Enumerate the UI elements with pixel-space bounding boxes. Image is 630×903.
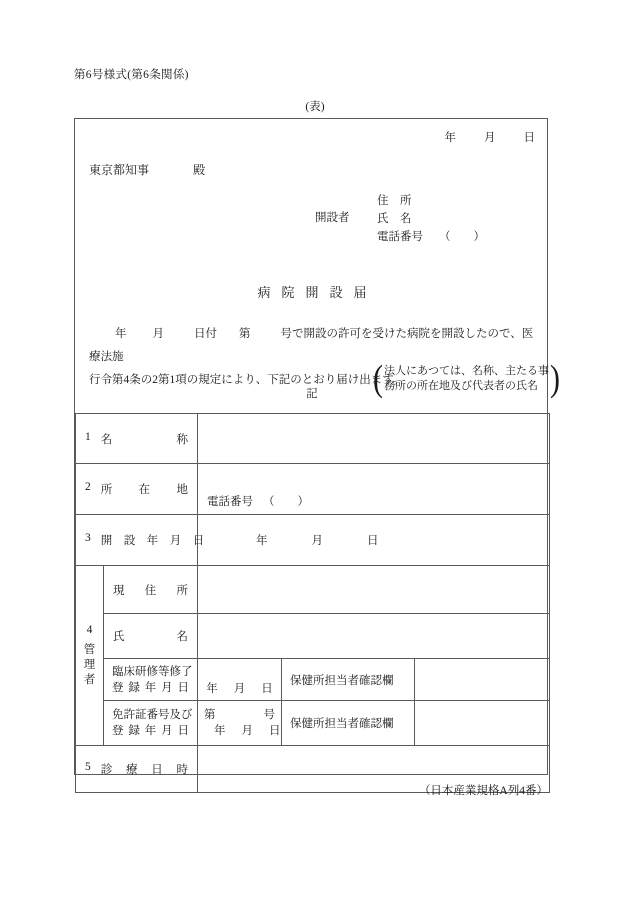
addressee-line — [89, 161, 205, 178]
row4-sub1-c: 所 — [176, 584, 188, 597]
table-row-opening-date — [76, 515, 550, 566]
document-title: 病院開設届 — [257, 285, 378, 300]
founder-phone-label: 電話番号 — [377, 231, 423, 243]
row4-sub4-date-line — [204, 723, 281, 739]
row4-sub4-number-prefix: 第 — [204, 709, 216, 721]
row4-sub3-date-line — [198, 664, 281, 696]
date-year-label: 年 — [444, 132, 456, 144]
sheet-side-mark: (表) — [305, 101, 325, 113]
row4-vertical-label-cell — [76, 566, 104, 746]
table-row-manager-address — [76, 566, 550, 614]
row4-sub2-a: 氏 — [113, 631, 125, 643]
founder-fields — [377, 192, 485, 246]
row4-sub4-line2: 登 録 年 月 日 — [112, 725, 189, 737]
form-code: 第6号様式(第6条関係) — [74, 69, 189, 81]
founder-name-label: 氏 名 — [377, 213, 412, 225]
row1-label-cell — [76, 414, 198, 464]
date-day-label: 日 — [523, 132, 535, 144]
row4-sub4-confirm-label: 保健所担当者確認欄 — [290, 718, 394, 730]
row4-sub1-label-cell — [104, 566, 198, 614]
row4-sub4-number-cell[interactable] — [198, 701, 282, 746]
row2-value-cell[interactable] — [198, 464, 550, 515]
body-text-1: 号で開設の許可を受けた病院を開設したので、医療法施 — [89, 328, 534, 363]
row4-vertical-label: 管 理 者 — [83, 644, 96, 686]
ki-mark: 記 — [306, 388, 318, 400]
addressee-honorific: 殿 — [193, 163, 206, 177]
founder-address-label: 住 所 — [377, 195, 412, 207]
body-number-prefix: 第 — [239, 328, 251, 340]
letterhead-block — [75, 119, 560, 413]
row1-label — [76, 431, 197, 447]
row5-label — [76, 761, 197, 777]
row2-label-a: 所 — [100, 484, 113, 496]
founder-phone-parens: （ ） — [439, 231, 485, 243]
row3-number: 3 — [85, 532, 91, 544]
row1-number: 1 — [85, 430, 91, 443]
row4-sub4-day: 日 — [269, 725, 281, 737]
founder-name-row — [377, 210, 485, 228]
row4-sub3-line2: 登 録 年 月 日 — [112, 681, 189, 694]
row4-sub3-label-cell — [104, 659, 198, 701]
note-line-1: 法人にあつては、名称、主たる事 — [384, 365, 549, 377]
row4-sub2-label-cell — [104, 614, 198, 659]
founder-phone-row — [377, 228, 485, 246]
row5-label-a: 診 — [100, 764, 113, 776]
form-frame — [74, 118, 560, 776]
row5-number: 5 — [85, 761, 91, 773]
row2-label — [76, 481, 197, 497]
row3-month: 月 — [311, 535, 323, 547]
table-row-license-number — [76, 701, 550, 746]
row4-sub4-line1: 免許証番号及び — [112, 709, 193, 721]
row4-sub1-label — [104, 582, 197, 598]
row4-sub3-confirm-label-cell — [282, 659, 415, 701]
table-row-location — [76, 464, 550, 515]
row4-sub2-b: 名 — [176, 631, 188, 643]
row4-number: 4 — [86, 624, 93, 636]
row4-sub3-day: 日 — [261, 682, 273, 695]
body-month: 月 — [152, 328, 164, 340]
row2-number: 2 — [85, 481, 91, 493]
row3-date-line — [198, 532, 549, 548]
body-paragraph — [89, 323, 537, 392]
row2-label-b: 在 — [138, 484, 151, 496]
row1-label-a: 名 — [100, 433, 113, 446]
paper-spec-footer: （日本産業規格A列4番） — [418, 785, 548, 797]
row3-day: 日 — [367, 535, 379, 547]
row2-phone-label: 電話番号 — [207, 496, 253, 508]
body-day: 日付 — [194, 328, 217, 340]
row4-sub2-value-cell[interactable] — [198, 614, 550, 659]
row4-sub1-b: 住 — [144, 584, 157, 597]
row5-label-c: 日 — [151, 764, 163, 776]
founder-address-row — [377, 192, 485, 210]
row3-label-a: 開 設 年 月 日 — [100, 535, 205, 547]
row3-label — [76, 532, 205, 548]
row4-sub4-number-suffix: 号 — [263, 709, 275, 721]
row3-label-text — [101, 532, 204, 548]
founder-label: 開設者 — [315, 212, 350, 224]
row4-sub3-date-cell[interactable] — [198, 659, 282, 701]
row4-sub2-label — [104, 628, 197, 644]
note-paren-close: ) — [550, 357, 560, 399]
row4-sub3-label — [104, 664, 197, 696]
row4-sub3-line1: 臨床研修等修了 — [112, 665, 193, 678]
row2-phone-line — [198, 469, 549, 509]
row1-label-b: 称 — [176, 433, 188, 446]
row4-sub3-year: 年 — [206, 682, 218, 695]
row5-label-d: 時 — [176, 764, 188, 776]
row4-sub4-label — [104, 707, 197, 739]
row3-year: 年 — [256, 535, 268, 547]
row4-sub4-confirm-value-cell[interactable] — [415, 701, 550, 746]
row1-value-cell[interactable] — [198, 414, 550, 464]
table-row-name — [76, 414, 550, 464]
submission-date-line — [445, 129, 536, 145]
row4-sub4-year: 年 — [214, 725, 226, 737]
note-paren-open: ( — [373, 357, 383, 399]
table-row-manager-name — [76, 614, 550, 659]
row4-sub1-value-cell[interactable] — [198, 566, 550, 614]
addressee-name: 東京都知事 — [89, 163, 150, 177]
body-year: 年 — [115, 328, 127, 340]
row3-label-cell — [76, 515, 205, 566]
row4-sub3-confirm-value-cell[interactable] — [415, 659, 550, 701]
date-month-label: 月 — [484, 132, 496, 144]
note-line-2: 務所の所在地及び代表者の氏名 — [384, 380, 538, 392]
row2-phone-parens: （ ） — [263, 496, 309, 508]
row5-label-text — [101, 761, 188, 777]
row3-value-cell[interactable] — [198, 515, 550, 566]
row2-label-c: 地 — [176, 484, 188, 496]
row2-label-text — [101, 481, 188, 497]
row2-label-cell — [76, 464, 198, 515]
row4-sub4-confirm-label-cell — [282, 701, 415, 746]
row4-sub3-confirm-label: 保健所担当者確認欄 — [290, 674, 394, 687]
row4-sub4-number-stack — [198, 707, 281, 739]
row4-sub4-label-cell — [104, 701, 198, 746]
table-row-clinical-training — [76, 659, 550, 701]
row5-label-b: 療 — [126, 764, 138, 776]
row1-label-text — [101, 431, 188, 447]
row4-sub3-month: 月 — [233, 682, 246, 695]
row4-sub4-number-line — [204, 707, 275, 723]
body-text-2: 行令第4条の2第1項の規定により、下記のとおり届け出ます。 — [89, 374, 405, 386]
row4-sub1-a: 現 — [113, 584, 125, 597]
row4-sub4-month: 月 — [241, 725, 253, 737]
form-table — [75, 413, 550, 793]
